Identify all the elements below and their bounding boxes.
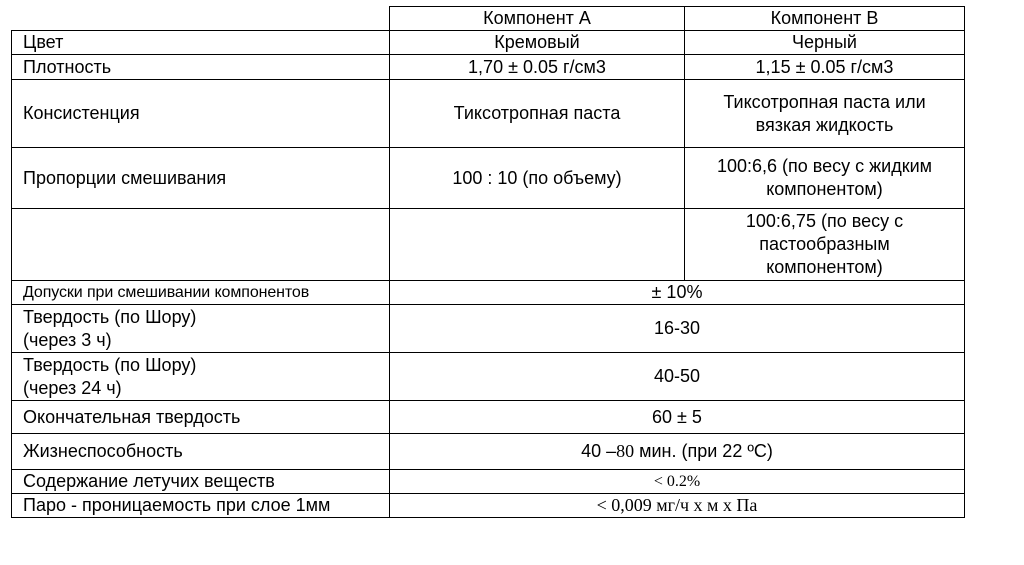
final-hardness-value: 60 ± 5	[390, 401, 965, 434]
hardness-3h-label-line1: Твердость (по Шору)	[23, 306, 197, 327]
table-row	[12, 494, 965, 518]
table-row	[12, 31, 965, 55]
mix-ratio-2-b-line3: компонентом)	[766, 257, 883, 277]
row-label-final-hardness: Окончательная твердость	[12, 401, 390, 434]
mix-ratio-2-b-line2: пастообразным	[759, 234, 890, 254]
vapor-value: < 0,009 мг/ч х м х Па	[390, 494, 965, 518]
color-a: Кремовый	[390, 31, 685, 55]
mix-ratio-2-empty-a	[390, 209, 685, 281]
mix-ratio-b	[685, 148, 965, 209]
table-row	[12, 148, 965, 209]
row-label-color: Цвет	[12, 31, 390, 55]
table-row	[12, 401, 965, 434]
mix-ratio-a: 100 : 10 (по объему)	[390, 148, 685, 209]
table-row	[12, 470, 965, 494]
properties-table	[11, 6, 965, 518]
table-row	[12, 353, 965, 401]
table-row	[12, 434, 965, 470]
pot-life-value-post: мин. (при 22 ºС)	[634, 441, 773, 461]
row-label-hardness-3h	[12, 305, 390, 353]
hardness-24h-label-line1: Твердость (по Шору)	[23, 354, 197, 375]
hardness-3h-label-line2: (через 3 ч)	[23, 329, 112, 350]
header-row	[12, 7, 965, 31]
table-row	[12, 55, 965, 80]
hardness-24h-value: 40-50	[390, 353, 965, 401]
color-b: Черный	[685, 31, 965, 55]
row-label-mix-ratio: Пропорции смешивания	[12, 148, 390, 209]
header-component-a: Компонент А	[390, 7, 685, 31]
row-label-pot-life: Жизнеспособность	[12, 434, 390, 470]
row-label-volatile: Содержание летучих веществ	[12, 470, 390, 494]
pot-life-value-num: 80	[616, 441, 635, 461]
density-a: 1,70 ± 0.05 г/см3	[390, 55, 685, 80]
table-row	[12, 209, 965, 281]
pot-life-value	[390, 434, 965, 470]
tolerance-value: ± 10%	[390, 281, 965, 305]
header-component-b: Компонент В	[685, 7, 965, 31]
table-row	[12, 80, 965, 148]
consistency-b	[685, 80, 965, 148]
mix-ratio-2-b	[685, 209, 965, 281]
mix-ratio-2-empty-label	[12, 209, 390, 281]
consistency-a: Тиксотропная паста	[390, 80, 685, 148]
pot-life-value-pre: 40 –	[581, 441, 617, 461]
mix-ratio-b-line2: компонентом)	[766, 179, 883, 199]
row-label-tolerance: Допуски при смешивании компонентов	[12, 281, 390, 305]
row-label-vapor: Паро - проницаемость при слое 1мм	[12, 494, 390, 518]
hardness-24h-label-line2: (через 24 ч)	[23, 377, 122, 398]
table-row	[12, 305, 965, 353]
header-empty-cell	[12, 7, 390, 31]
mix-ratio-b-line1: 100:6,6 (по весу с жидким	[716, 156, 933, 176]
row-label-hardness-24h	[12, 353, 390, 401]
consistency-b-line1: Тиксотропная паста или	[723, 91, 926, 112]
row-label-density: Плотность	[12, 55, 390, 80]
table-row	[12, 281, 965, 305]
mix-ratio-2-b-line1: 100:6,75 (по весу с	[745, 211, 904, 231]
consistency-b-line2: вязкая жидкость	[755, 114, 894, 135]
volatile-value: < 0.2%	[390, 470, 965, 494]
hardness-3h-value: 16-30	[390, 305, 965, 353]
density-b: 1,15 ± 0.05 г/см3	[685, 55, 965, 80]
row-label-consistency: Консистенция	[12, 80, 390, 148]
